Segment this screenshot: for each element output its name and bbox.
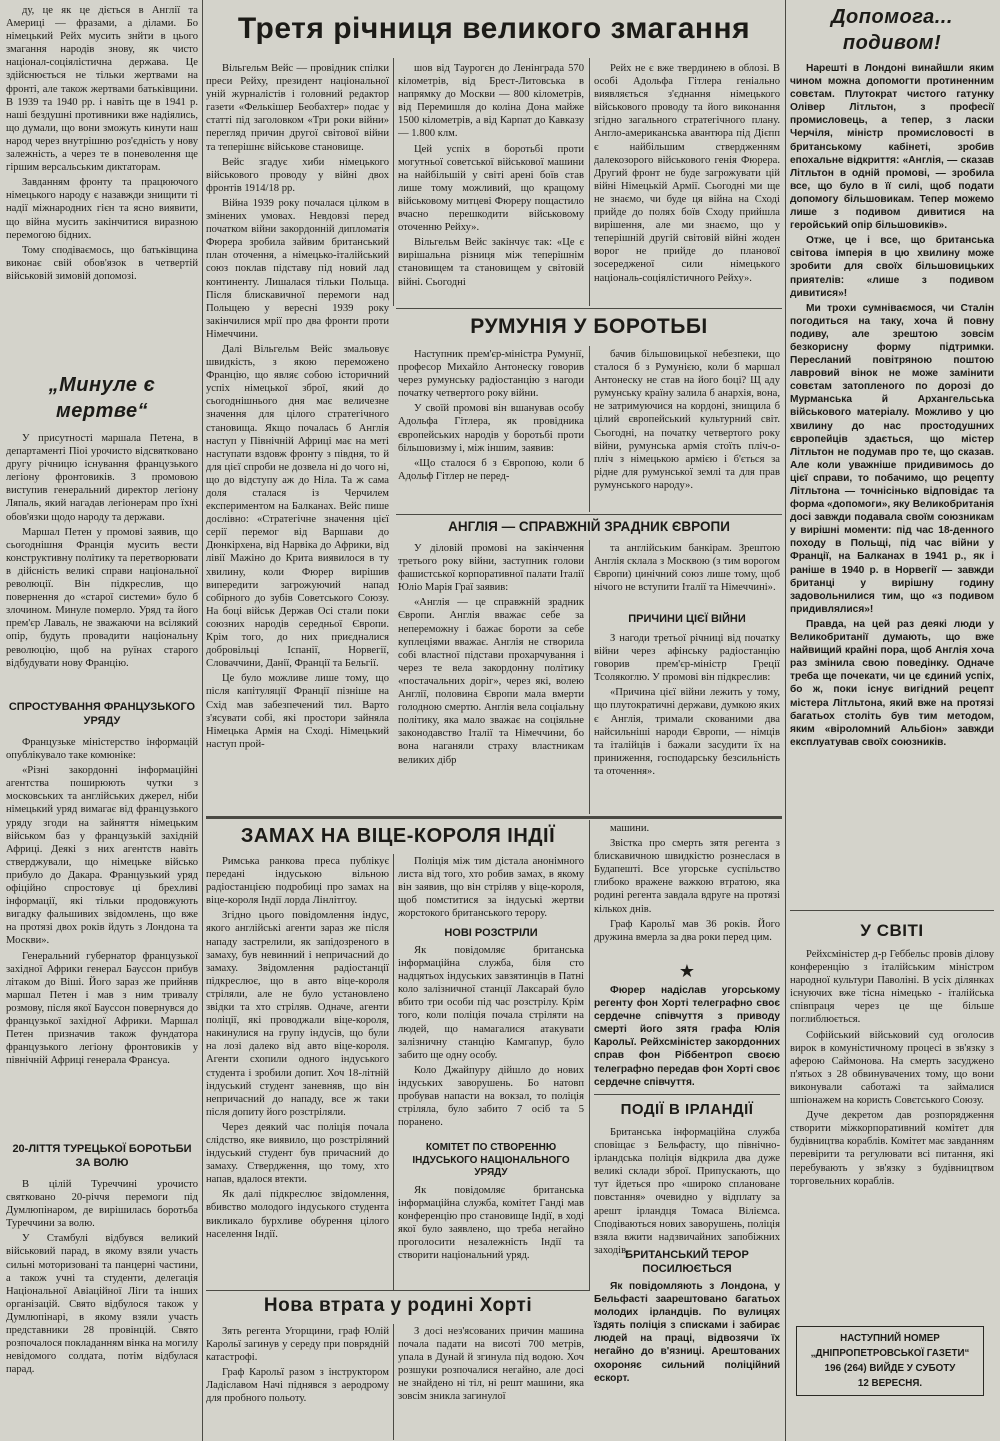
anglia-title: АНГЛІЯ — СПРАВЖНІЙ ЗРАДНИК ЄВРОПИ [448, 519, 730, 534]
paragraph: З досі нез'ясованих причин машина почала падати на висоті 700 метрів, упала в Дунай й згинула під водою. Хоч розшуки розпочалися негайно, але досі не знайдено ні тіл, ні решт машини, яка зовсім зникла загинулої [398, 1326, 584, 1403]
divider [206, 1290, 590, 1291]
dopomoha-article [790, 4, 994, 904]
ireland-article [594, 1098, 780, 1256]
zamakh-title: ЗАМАХ НА ВІЦЕ-КОРОЛЯ ІНДІЇ [240, 825, 556, 847]
tretia-col3-paragraphs [594, 62, 780, 285]
minule-article [6, 368, 198, 690]
paragraph: У Стамбулі відбувся великий військовий парад, в якому взяли участь сильні моторизовані та панцерні частини, а також учні та студенти, делегація Національної Авіаційної Ліги та інших організацій. Свято відбулося також у Думлюпінарі, в якому взяли участь представники 28 провінцій. Свято розпочалося покладанням вінка на могилу невідомого солдата, потім відбулася парад. [6, 1233, 198, 1376]
tretia-col2 [398, 62, 584, 306]
paragraph: ду, це як це діється в Англії та Америці — фразами, а ділами. Бо німецький Рейх мусить знйти в цього змагання народів знову, як чисто націонал-соціялістична держава. Це здійснюється не тільки жертвами на фронті, але також жертвами батьківщини. В 1939 та 1940 рр. і навіть ще в 1941 р. наші бездушні противники вже надіялись, що думали, що вони зможуть кинути наш народ через внутрішню роз'єдність у нову залежність, а через те в поневолення ще гіршим версальським диктаторам. [6, 5, 198, 174]
divider [589, 346, 590, 512]
zamakh-title-box [206, 822, 590, 852]
paragraph: Рейх не є вже твердинею в облозі. В особі Адольфа Гітлера геніально виявляється з'єднання німецького військового проводу та його виконання згідно загального стратегічного плану. Англо-американська авантюра під Дієпп є найбільшим ствердженням далекозорого військового генія Фюрера. Другий фронт не буде загрожувати цій війні Німецькій Армії. Сьогодні ми ще не знаємо, чи буде ця війна на Сході прийде до полях боїв Сходу прийшла вирішення, але ми знаємо, що у теперішній другій світовій війні жоден ворог не прийде до планової зосередженої сили німецького національ-соціялістичного Рейху». [594, 63, 780, 284]
divider [396, 308, 782, 309]
anglia-title-box [398, 517, 780, 539]
paragraph: Дуче декретом дав розпорядження створити міжкорпоративний комітет для будівництва кораблів. Комітет має завданням перевірити та регулювати всі питання, які перебувають у зв'язку з будівництвом торговельних кораблів. [790, 1110, 994, 1187]
dopomoha-title-line2: подивом! [842, 32, 942, 54]
paragraph: Вільгельм Вейс — провідник спілки преси Рейху, президент національної уній журналістів і головний редактор газети «Фелькішер Беобахтер» подає у статті під заголовком «Три роки війни» перегляд причин другої світової війни та теперішнє військове становище. [206, 63, 389, 153]
ireland-title: ПОДІЇ В ІРЛАНДІЇ [620, 1101, 754, 1118]
nova-vtrata-col2-paragraphs [398, 1325, 584, 1404]
svit-paragraphs [790, 948, 994, 1188]
paragraph: Як повідомляє британська інформаційна служба, біля сто надцятьох індуських завзятинців в Патні коло залізничної станції Лаксарай було вбито три особи під час розстрілу. Крім того, коли поліція почала стріляти на людей, що намагалися атакувати залізничну станцію Камгапур, було забито ще одну особу. [398, 945, 584, 1061]
top-left-article [6, 4, 198, 366]
divider [396, 514, 782, 515]
paragraph: Французьке міністерство інформацій опублікувало таке комюніке: [6, 737, 198, 762]
paragraph: Війна 1939 року почалася цілком в змінених умовах. Невдовзі перед початком війни закордонній дипломатія Фюрера зробила зайвим британський план оточення, а німецько-італійський союз поклав підставу під новий лад континенту. Лишалася тільки Польща. Після блискавичної перемоги над Польщею у вересні 1939 року закінчилися мрії про два фронти проти Німеччини. [206, 197, 389, 340]
paragraph: Граф Карольї мав 36 років. Його дружина вмерла за два роки перед цим. [594, 918, 780, 943]
fuhrer-text: Фюрер надіслав угорському регенту фон Хорті телеграфно своє сердечне співчуття з приводу смерті його зятя графа Юлія Карольї. Рейхсміністер закордонних справ фон Ріббентроп своєю телеграфно передав фон Хорті своє сердечне співчуття. [594, 985, 780, 1088]
paragraph: Цей успіх в боротьбі проти могутньої советської військової машини на найбільшій у світі арені боїв став лише тому можливий, що кращому військовому митцеві Фюреру пощастило вчасно перешкодити військовому оточенню Рейху». [398, 143, 584, 234]
machine-paragraphs [594, 822, 780, 944]
next-issue-line4: 12 ВЕРЕСНЯ. [857, 1378, 923, 1389]
paragraph: Тому сподіваємось, що батьківщина виконає свій обов'язок в четвертій військовій зимовій допомозі. [6, 244, 198, 282]
komitet-title: КОМІТЕТ ПО СТВОРЕННЮ ІНДУСЬКОГО НАЦІОНАЛЬНОГО УРЯДУ [412, 1142, 570, 1178]
fuhrer-note [594, 984, 780, 1092]
paragraph: З нагоди третьої річниці від початку війни через афінську радіостанцію говорив прем'єр-міністр Греції Тсолякоглю. У промові він підкреслив: [594, 633, 780, 684]
romania-col2 [594, 348, 780, 512]
nova-vtrata-col1 [206, 1325, 389, 1437]
paragraph: Маршал Петен у промові заявив, що сьогоднішня Франція мусить вести конструктивну політику та перетворювати в дійсність великі справи національної революції. Він підкреслив, що повернення до «старої системи» було б злочином. Минуле померло. Уряд та його прем'єр Лаваль, не зважаючи на всілякий опір, будуть провадити національну революцію, щоб на руїнах старого відбудувати нову Францію. [6, 526, 198, 669]
next-issue-line2: „ДНІПРОПЕТРОВСЬКОЇ ГАЗЕТИ“ [810, 1348, 970, 1359]
paragraph: Через деякий час поліція почала слідство, яке виявило, що розстріляний індуський студент був причасний до замаху. Ствердження, що тому, хто напав, вдалося втекти. [206, 1121, 389, 1186]
paragraph: «Що сталося б з Європою, коли б Адольф Гітлер не перед- [398, 457, 584, 482]
komitet-article [398, 1142, 584, 1288]
romania-col1-paragraphs [398, 348, 584, 483]
divider [589, 820, 590, 1290]
zamakh-col1-paragraphs [206, 855, 389, 1241]
paragraph: машини. [610, 823, 650, 834]
dopomoha-paragraphs [790, 62, 994, 749]
zamakh-col2-paragraphs [398, 855, 584, 920]
paragraph: Ми трохи сумніваємося, чи Сталін погодиться на таку, хоча й повну подиву, але зрештою зовсім безкорисну форму підтримки. Пересланий повітряною поштою лавровий вінок не може замінити совєтам затопленого по дорозі до Мурманська й Архангельська військового матеріалу. Можливо у цю хвилину до нас простодушних європейців здається, що містер Літльтон не подумав про те, що сказав. Але коли уважніше придивимось до цієї справи, то побачимо, що рецепту Літльтона — точнісінько відповідає та форма «допомоги», яку Великобританія досі завжди подавала своїм союзникам у вирішні моменти: під час 18-денного походу в Польщі, під час війни у Франції, на Балканах в 1941 р., як і раніше в 1940 р. в Норвегії — завжди британці у вирішну годину задовольнилися тим, що «з подивом придивлялися»! [790, 302, 994, 615]
divider [393, 854, 394, 1290]
next-issue-line3: 196 (264) ВИЙДЕ У СУБОТУ [824, 1363, 956, 1374]
machine-continuation [594, 822, 780, 958]
paragraph: Як далі підкреслює звідомлення, вбивство молодого індуського студента викликало бурхливе обурення цілого населення Індії. [206, 1189, 389, 1240]
paragraph: Правда, на цей раз деякі люди у Великобританії думають, що вже найвищий крайні пора, щоб Англія хоча раз змінила свою поведінку. Одначе треба ще почекати, чи це єдиний успіх, бо ж, поки існує вигідний рецепт містера Літльтона, який вже на протязі багатьох століть був тим методом, яким «віроломний Альбіон» завжди експлуатував своїх союзників. [790, 618, 994, 748]
sprostuvannia-paragraphs [6, 736, 198, 1067]
turkey-paragraphs [6, 1178, 198, 1376]
prychyny-article [594, 610, 780, 814]
tretia-title-box [206, 4, 782, 56]
paragraph: Граф Карольї разом з інструктором Ладіславом Начі піднявся з аеродрому для пробного польоту. [206, 1367, 389, 1405]
nova-vtrata-col1-paragraphs [206, 1325, 389, 1406]
paragraph: Згідно цього повідомлення індус, якого англійські агенти зараз же після нападу застрелили, як запідозреного в замаху, був невинний і непричасний до замаху. Звідомлення радіостанції підкреслює, що в авто віце-короля стріляли, але не було установлено звідки та хто стріляв. Одначе, агенти поліції, які проводжали віце-короля, накинулися на групу індусів, що були на лозі далеко від авто віце-короля. Агенти схопили одного індуського студента і зробили допит. Хоч 18-літній індуський студент заневняв, що він непричасний до нападу, все ж таки після допиту його розстріляли. [206, 910, 389, 1118]
paragraph: Поліція між тим дістала анонімного листа від того, хто робив замах, в якому він заявив, що він стріляв у віце-короля, щоб помститися за індуські жертви жорстокого британського терору. [398, 856, 584, 920]
romania-title: РУМУНІЯ У БОРОТЬБІ [470, 315, 708, 338]
paragraph: В цілій Туреччині урочисто святковано 20-річчя перемоги під Думлюпінаром, де вирішилась боротьба Туреччини за волю. [6, 1179, 198, 1230]
paragraph: Римська ранкова преса публікує передані індуською вільною радіостанцією подробиці про замах на віце-короля Індії лорда Лінлітгоу. [206, 856, 389, 907]
paragraph: Це було можливе лише тому, що після капітуляції Франції пізніше на Схід мав забезпечений тил. Варто з'ясувати собі, які простори зайняла Німецька Армія на Сході. Німецький наступ прой- [206, 673, 389, 750]
paragraph: «Різні закордонні інформаційні агентства поширюють чутки з московських та англійських джерел, ніби німецький уряд вимагає від французького уряду згоди на зайняття німецьким військом баз у французькій західній Африці. Деякі з них агентств навіть стверджували, що німецьке військо прибуло до Дакара. Французький уряд офіційно спростовує ці брехливі інформації, які тільки продовжують вигадку фальшивих звідомлень, що вже на протязі двох років йдуть з Лондона та Москви». [6, 765, 198, 947]
paragraph: Завданням фронту та працюючого німецького народу є назавжди знищити ті надії міжнародних гієн та ясно виявити, що війна мусить закінчитися виразною перемогою бідних. [6, 177, 198, 241]
tretia-col1-paragraphs [206, 62, 389, 751]
novi-article [398, 926, 584, 1140]
sprostuvannia-article [6, 694, 198, 1134]
divider [589, 58, 590, 306]
turkey-article [6, 1140, 198, 1438]
novi-title: НОВІ РОЗСТРІЛИ [444, 927, 538, 939]
divider [790, 910, 994, 911]
tretia-col3 [594, 62, 780, 306]
paragraph: Як повідомляє британська інформаційна служба, комітет Ганді мав конференцію про становище Індії, в ході якої було заявлено, що треба негайно проголосити незалежність Індії та створити національний уряд. [398, 1184, 584, 1261]
romania-col2-paragraphs [594, 348, 780, 492]
svit-article [790, 918, 994, 1324]
minule-title: „Минуле є мертве“ [48, 374, 156, 422]
tretia-col2-paragraphs [398, 62, 584, 289]
svit-title: У СВІТІ [860, 921, 924, 940]
divider [393, 58, 394, 306]
divider [202, 0, 203, 1441]
paragraph: У діловій промові на закінчення третього року війни, заступник голови фашистської корпоративної палати Італії Юліо Марія Граї заявив: [398, 543, 584, 594]
top-left-paragraphs [6, 4, 198, 283]
paragraph: шов від Таурогєн до Ленінграда 570 кілометрів, від Брест-Литовська в напрямку до Москви — 800 кілометрів, від Перемишля до коліна Дона майже 1500 кілометрів, а від Карпат до Кавказу — 1.800 клм. [398, 63, 584, 140]
next-issue-line1: НАСТУПНИЙ НОМЕР [840, 1333, 940, 1344]
paragraph: Наступник прем'єр-міністра Румунії, професор Михайло Антонеску говорив через румунську радіостанцію з нагоди початку четвертого року війни. [398, 349, 584, 400]
prychyny-paragraphs [594, 632, 780, 778]
ireland-paragraphs [594, 1126, 780, 1257]
nova-vtrata-title-box [206, 1292, 590, 1322]
paragraph: Зять регента Угорщини, граф Юлій Карольї загинув у середу при поврядній катастрофі. [206, 1326, 389, 1364]
paragraph: У своїй промові він вшанував особу Адольфа Гітлера, як провідника європейських народів у боротьбі проти більшовизму і, між іншим, заявив: [398, 403, 584, 454]
divider [594, 1094, 780, 1095]
paragraph: Рейхсміністер д-р Геббельс провів ділову конференцію з італійським міністром народної культури Паволіні. В усіх ділянках існуючих вже тісна німецько - італійська співпраця через це ще більше поглиблюється. [790, 949, 994, 1026]
paragraph: Звістка про смерть зятя регента з блискавичною швидкістю рознеслася в Будапешті. Все угорське суспільство глибоко вражене важкою втратою, яка родині регента завдала вдруге на протязі кількох днів. [594, 838, 780, 915]
komitet-paragraphs [398, 1184, 584, 1263]
anglia-col1 [398, 542, 584, 814]
zamakh-col2 [398, 855, 584, 925]
divider [393, 1324, 394, 1440]
zamakh-col1 [206, 855, 389, 1287]
tretia-col1 [206, 62, 389, 814]
anglia-col2-paragraphs [594, 542, 780, 594]
anglia-col1-paragraphs [398, 542, 584, 767]
anglia-col2 [594, 542, 780, 608]
paragraph: бачив більшовицької небезпеки, що сталося б з Румунією, коли б маршал Антонеску не став на його боці? Щ аду румунську країну залила б анархія, вона, не затримуючися на кордоні, знищила б цілий європейський культурний світ. Сьогодні, на початку четвертого року війни, румунська армія стоїть пліч-о-пліч з німецькою армією і б'ється за рідне для румунської землі та для прав румунського народу». [594, 349, 780, 491]
star-icon: ★ [678, 961, 696, 982]
paragraph: Вільгельм Вейс закінчує так: «Це є вирішальна різниця між теперішнім становищем та становищем у світовій війні. Сьогодні [398, 237, 584, 288]
tretia-title: Третя річниця великого змагання [237, 12, 751, 45]
minule-paragraphs [6, 432, 198, 670]
sprostuvannia-title: СПРОСТУВАННЯ ФРАНЦУЗЬКОГО УРЯДУ [8, 701, 196, 727]
paragraph: Вейс згадує хиби німецького військового проводу у війні двох фронтів 1914/18 рр. [206, 156, 389, 194]
next-issue-box [796, 1326, 984, 1396]
teror-text: Як повідомляють з Лондона, у Бельфасті заарештовано багатьох молодих ірландців. По вулицях їздять поліція з списками і забирає людей на праці, відвозячи їх негайно до в'язниці. Арештованих охороняє сильний поліційний ескорт. [594, 1281, 780, 1384]
romania-col1 [398, 348, 584, 512]
nova-vtrata-title: Нова втрата у родині Хорті [263, 1295, 533, 1316]
teror-article [594, 1248, 780, 1438]
divider [589, 540, 590, 814]
paragraph: Отже, це і все, що британська світова імперія в цю хвилину може зробити для своїх більшовицьких приятелів: «лише з подивом дивитися»! [790, 235, 994, 299]
paragraph: Нарешті в Лондоні винайшли яким чином можна допомогти протиненним совєтам. Плутократ чистого гатунку Олівер Літльтон, з професії промисловець, а тепер, з ласки Черчіля, міністр промисловості в британському кабінеті, зробив епохальне відкриття: «Англія, — сказав Літльтон в одній промові, — зробила все, що було в її силі, щоб подати допомогу більшовикам. Тепер можемо лише з подивом дивитися на геройський опір більшовиків». [790, 63, 994, 232]
paragraph: У присутності маршала Петена, в департаменті Піоі урочисто відсвятковано другу річницю існування французького легіону фронтовиків. З промовою виступив генеральний директор легіону Ляпаль, який нагадав легіонерам про їхні обов'язки щодо народу та держави. [6, 433, 198, 523]
paragraph: Далі Вільгельм Вейс змальовує швидкість, з якою переможено Францію, що являє собою історичний успіх німецької зброї, який до сьогоднішнього дня має величезне значення для цілого стратегічного становища. Якщо почалась б Англія наступ у Північній Африці має на меті наступати вздовж фронту з півдня, то й для цієї спроби не дозвела ні до чого ні, що до відступу аж до Ніла. Та ж сама доля сталася із Черчилем експериментом на Балканах. Вейс пише дослівно: «Стратегічне значення цієї серії перемог від Варшави до Дюнкірхена, від Нарвіка до Африки, від лівії Мажіно до Крита виявилося в ту хвилину, коли Фюрер вирішив випередити загрожуючий напад собірного до зубів Советського Союзу. На боці військ Держав Осі стали поки союзних народів середньої Європи. Крім того, до них приєдналися добровільці Іспанії, Норвегії, Словаччини, Данії, Франції та Бельгії. [206, 343, 389, 670]
paragraph: Генеральний губернатор французької західної Африки генерал Бауссон прибув літаком до Віші. Його зараз же прийняв маршал Петен і мав з ним тривалу розмову, після якої Бауссон повернувся до французької західної Африки. Маршал Петен призначив також фундатора французького легіону фронтовиків у північній Африці генерала Франсуа. [6, 950, 198, 1067]
turkey-title: 20-ЛІТТЯ ТУРЕЦЬКОЇ БОРОТЬБИ ЗА ВОЛЮ [12, 1143, 192, 1169]
prychyny-title: ПРИЧИНИ ЦІЄЇ ВІЙНИ [628, 613, 746, 625]
nova-vtrata-col2 [398, 1325, 584, 1437]
divider [785, 0, 786, 1441]
divider [206, 816, 782, 819]
dopomoha-title-line1: Допомога... [831, 6, 953, 28]
paragraph: «Англія — це справжній зрадник Європи. Англія вважає себе за непереможну і бажає бороти за себе куплеціями вважає. Англія не створила собі властної підстави прохарчування і через те вела закордонну політику «постачальних доріг», через які, волею Англії, половина Європи мала вмерти голодною смертю. Англія вела соціальну політику, яка мало зважає на соціяльне законодавство Італії та Німеччини, бо вона наганяли страху властникам великих дібр [398, 597, 584, 766]
teror-title: БРИТАНСЬКИЙ ТЕРОР ПОСИЛЮЄТЬСЯ [625, 1249, 749, 1275]
novi-paragraphs [398, 944, 584, 1129]
paragraph: та англійським банкірам. Зрештою Англія склала з Москвою (з тим ворогом Європи) цинічний союз лише тому, щоб нічого не вступити Італії та Німеччині». [594, 543, 780, 594]
paragraph: Британська інформаційна служба сповіщає з Бельфасту, що північно-ірландська поліція відкрила два дуже великі склади зброї. Припускають, що тут йдеться про «широко сплановане повстання» очевидно у відплату за арешт ірландця Томаса Віліємса. Сподіваються нових заворушень, поліція взяла вжити надзвичайних запобіжних заходів. [594, 1127, 780, 1256]
paragraph: Софійський військовий суд оголосив вирок в комуністичному процесі в зв'язку з аферою Саймонова. На смерть засуджено п'ятьох з 28 обвинувачених тому, що вони виконували саботажі та займалися шпіонажем на користь Совєтського Союзу. [790, 1029, 994, 1107]
romania-title-box [398, 312, 780, 344]
paragraph: Коло Джайпуру дійшло до нових індуських заворушень. Бо натовп пробував напасти на вокзал, то поліція стріляла, було забито 7 осіб та 5 поранено. [398, 1064, 584, 1129]
paragraph: «Причина цієї війни лежить у тому, що плутократичні держави, думкою яких є Англія, тримали скованими два найсильніші народи Європи, — німців та італійців і бажали засудити їх на приниження, господарську безсильність та оточення». [594, 687, 780, 777]
